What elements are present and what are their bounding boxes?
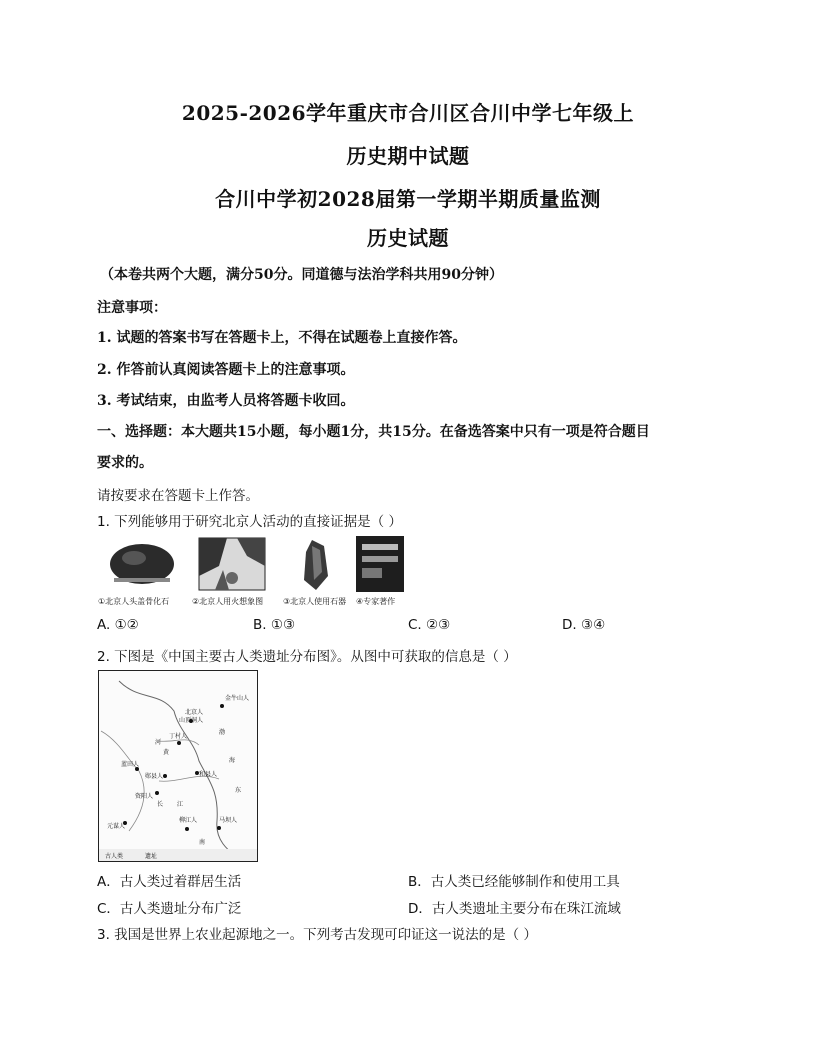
exam-title-line3: 合川中学初2028届第一学期半期质量监测 (215, 187, 601, 211)
exam-title-line4: 历史试题 (367, 226, 449, 250)
q1-option-c[interactable]: C. ②③ (408, 617, 451, 633)
section1-heading: 一、选择题：本大题共15小题，每小题1分，共15分。在备选答案中只有一项是符合题目 (97, 424, 650, 440)
ancient-human-sites-map: 金牛山人 北京人 山顶洞人 丁村人 蓝田人 郧县人 和县人 元谋人 柳江人 马坝人 资阳人 长 江 河 黄 海 渤 东 南 古人类 遗址 (98, 670, 258, 862)
note-3: 3. 考试结束，由监考人员将答题卡收回。 (97, 393, 355, 409)
exam-title-line1: 2025-2026学年重庆市合川区合川中学七年级上 (181, 101, 635, 125)
q3-stem: 3. 我国是世界上农业起源地之一。下列考古发现可印证这一说法的是（ ） (97, 927, 537, 943)
q2-option-b[interactable]: B．古人类已经能够制作和使用工具 (408, 874, 620, 890)
notes-heading: 注意事项： (97, 300, 167, 316)
q1-option-a[interactable]: A. ①② (97, 617, 139, 633)
q1-caption-3: ③北京人使用石器 (283, 597, 347, 606)
q2-option-c[interactable]: C．古人类遗址分布广泛 (97, 901, 242, 917)
note-2: 2. 作答前认真阅读答题卡上的注意事项。 (97, 362, 355, 378)
section1-instruction: 请按要求在答题卡上作答。 (97, 488, 259, 504)
q2-option-a[interactable]: A．古人类过着群居生活 (97, 874, 242, 890)
note-1: 1. 试题的答案书写在答题卡上，不得在试题卷上直接作答。 (97, 330, 467, 346)
q1-caption-1: ①北京人头盖骨化石 (98, 597, 170, 606)
q1-option-b[interactable]: B. ①③ (253, 617, 296, 633)
q2-option-d[interactable]: D．古人类遗址主要分布在珠江流域 (408, 901, 621, 917)
q2-stem: 2. 下图是《中国主要古人类遗址分布图》。从图中可获取的信息是（ ） (97, 649, 517, 665)
exam-scope: （本卷共两个大题，满分50分。同道德与法治学科共用90分钟） (100, 267, 503, 283)
q1-stem: 1. 下列能够用于研究北京人活动的直接证据是（ ） (97, 514, 402, 530)
section1-heading-cont: 要求的。 (97, 455, 153, 471)
q1-caption-2: ②北京人用火想象图 (192, 597, 264, 606)
q1-caption-4: ④专家著作 (356, 597, 396, 606)
q1-option-d[interactable]: D. ③④ (562, 617, 606, 633)
exam-title-line2: 历史期中试题 (346, 144, 470, 168)
